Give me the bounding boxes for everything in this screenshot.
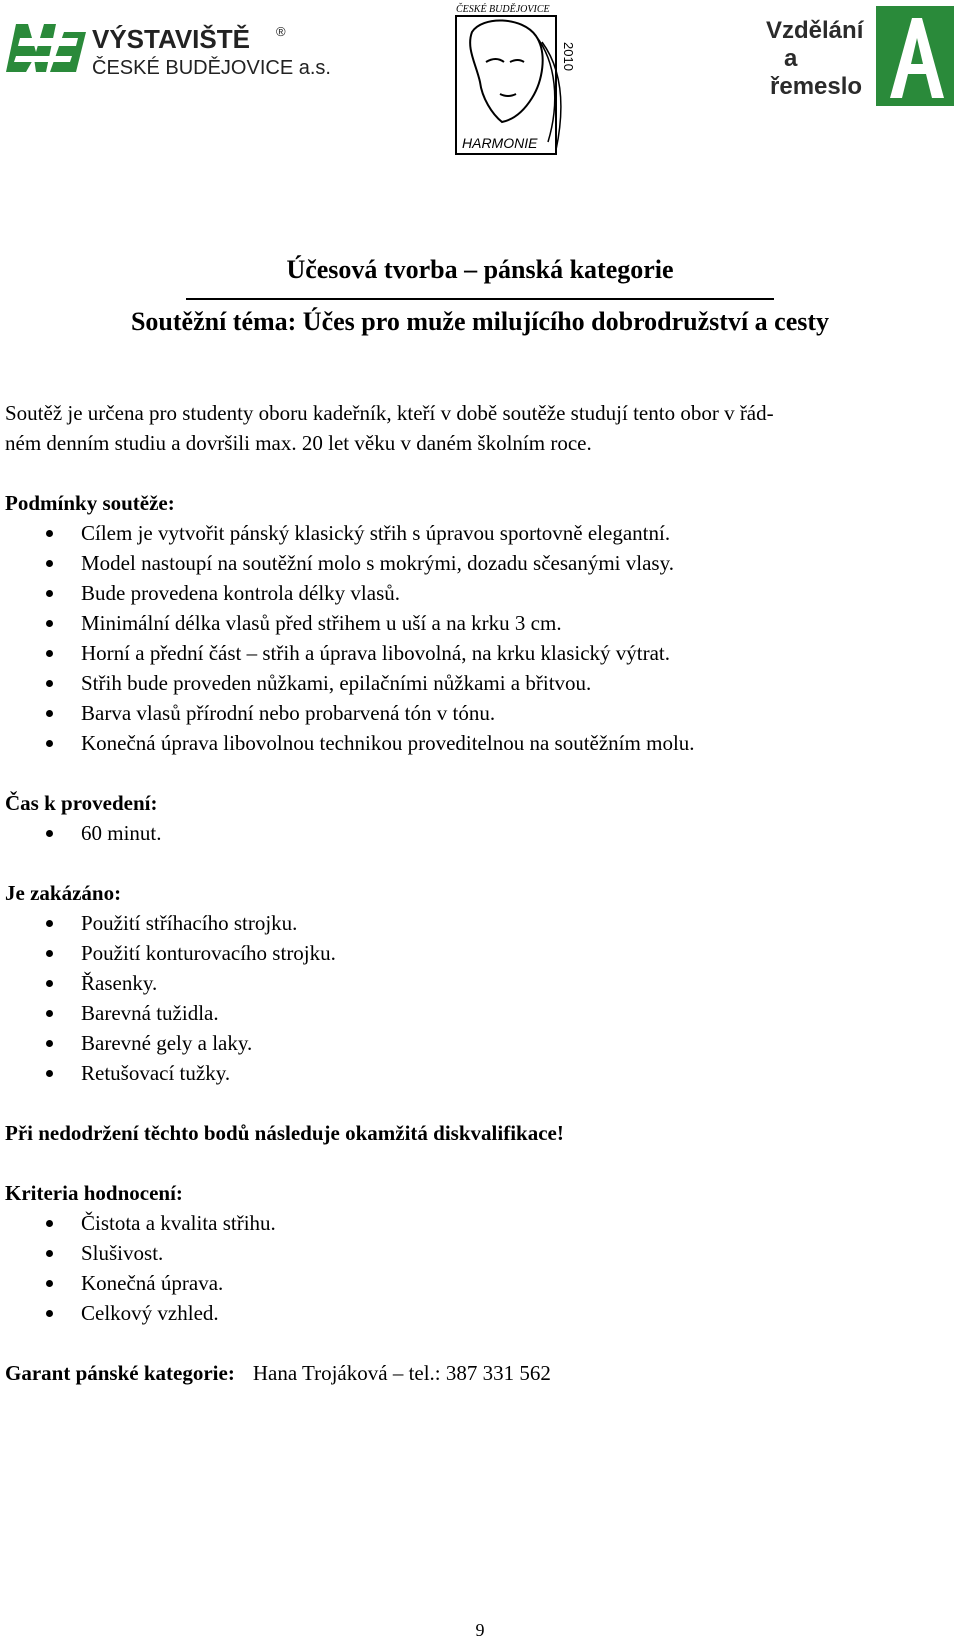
vystaviste-logo-name: VÝSTAVIŠTĚ — [92, 24, 250, 54]
page-header — [0, 0, 960, 170]
list-item: Čistota a kvalita střihu. — [5, 1208, 925, 1238]
vzdelani-logo-line2: a — [784, 45, 798, 72]
vystaviste-logo-sub: ČESKÉ BUDĚJOVICE a.s. — [92, 57, 331, 79]
title-underline — [186, 298, 774, 300]
forbidden-list — [5, 908, 925, 1088]
list-item: Střih bude proveden nůžkami, epilačními nůžkami a břitvou. — [5, 668, 925, 698]
intro-line: Soutěž je určena pro studenty oboru kadeřník, kteří v době soutěže studují tento obor v řád- — [5, 401, 774, 425]
page-subtitle: Soutěžní téma: Účes pro muže milujícího dobrodružství a cesty — [130, 307, 830, 336]
list-item: Použití stříhacího strojku. — [5, 908, 925, 938]
list-item: Řasenky. — [5, 968, 925, 998]
harmonie-logo — [452, 2, 582, 164]
list-item: Bude provedena kontrola délky vlasů. — [5, 578, 925, 608]
vzdelani-logo-line1: Vzdělání — [766, 17, 864, 44]
time-heading: Čas k provedení: — [5, 791, 158, 815]
list-item: Slušivost. — [5, 1238, 925, 1268]
vzdelani-logo-line3: řemeslo — [770, 73, 863, 100]
harmonie-logo-top: ČESKÉ BUDĚJOVICE — [456, 4, 550, 15]
page-number: 9 — [475, 1620, 485, 1640]
vzdelani-remeslo-logo — [766, 4, 956, 108]
list-item: 60 minut. — [5, 818, 925, 848]
forbidden-heading: Je zakázáno: — [5, 881, 122, 905]
list-item: Model nastoupí na soutěžní molo s mokrými, dozadu sčesanými vlasy. — [5, 548, 925, 578]
list-item: Minimální délka vlasů před střihem u uší a na krku 3 cm. — [5, 608, 925, 638]
list-item: Celkový vzhled. — [5, 1298, 925, 1328]
list-item: Barva vlasů přírodní nebo probarvená tón v tónu. — [5, 698, 925, 728]
list-item: Konečná úprava libovolnou technikou proveditelnou na soutěžním molu. — [5, 728, 925, 758]
vzdelani-logo-badge: A — [952, 104, 953, 105]
criteria-heading: Kriteria hodnocení: — [5, 1181, 183, 1205]
criteria-list — [5, 1208, 925, 1328]
conditions-heading: Podmínky soutěže: — [5, 491, 175, 515]
list-item: Konečná úprava. — [5, 1268, 925, 1298]
page-title: Účesová tvorba – pánská kategorie — [286, 255, 674, 284]
conditions-list — [5, 518, 925, 758]
list-item: Horní a přední část – střih a úprava libovolná, na krku klasický výtrat. — [5, 638, 925, 668]
vystaviste-logo — [6, 12, 331, 82]
list-item: Retušovací tužky. — [5, 1058, 925, 1088]
guarantor-label: Garant pánské kategorie: — [5, 1361, 235, 1385]
vystaviste-logo-registered: ® — [276, 24, 286, 39]
harmonie-logo-bottom: HARMONIE — [462, 135, 538, 151]
list-item: Použití konturovacího strojku. — [5, 938, 925, 968]
intro-line: ném denním studiu a dovršili max. 20 let věku v daném školním roce. — [5, 431, 592, 455]
list-item: Barevná tužidla. — [5, 998, 925, 1028]
disqualification-warning: Při nedodržení těchto bodů následuje okamžitá diskvalifikace! — [5, 1121, 564, 1145]
document-body — [5, 398, 925, 1388]
list-item: Barevné gely a laky. — [5, 1028, 925, 1058]
list-item: Cílem je vytvořit pánský klasický střih s úpravou sportovně elegantní. — [5, 518, 925, 548]
intro-paragraph — [5, 398, 925, 458]
time-list — [5, 818, 925, 848]
harmonie-logo-year: 2010 — [561, 42, 576, 71]
guarantor-value: Hana Trojáková – tel.: 387 331 562 — [252, 1361, 551, 1385]
guarantor-line — [5, 1358, 925, 1388]
